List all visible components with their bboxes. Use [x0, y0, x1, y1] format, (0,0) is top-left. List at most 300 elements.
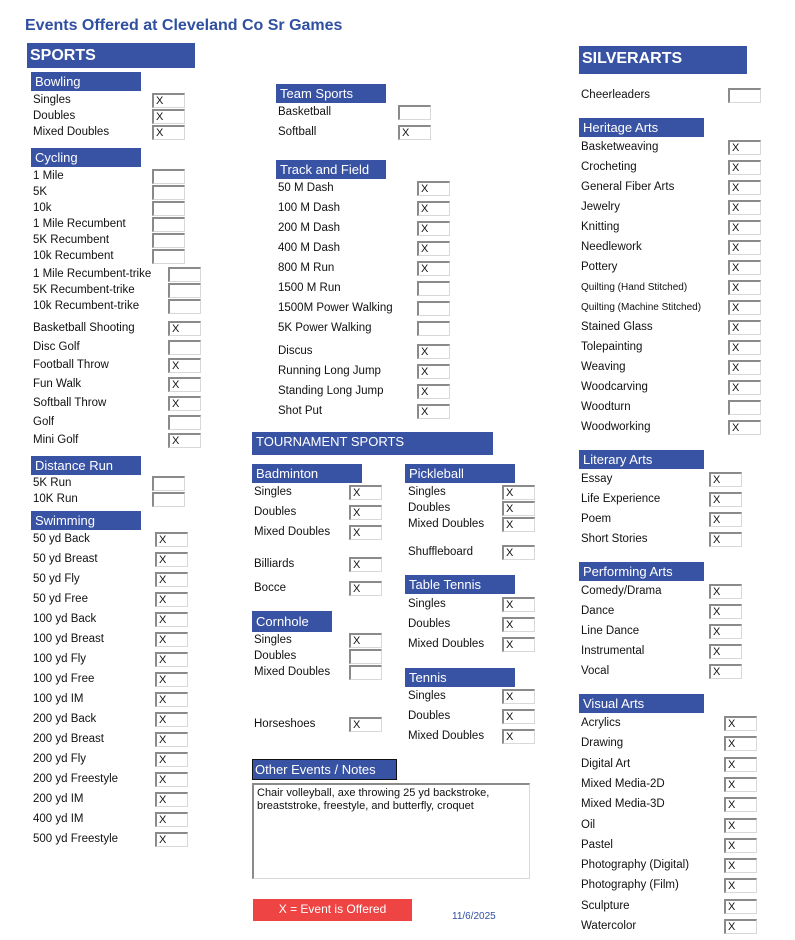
event-row-mixed-doubles — [254, 665, 385, 683]
event-row-line-dance — [581, 624, 745, 642]
event-label: Life Experience — [581, 493, 661, 505]
event-label: Jewelry — [581, 201, 620, 213]
track-field-header: Track and Field — [276, 160, 386, 179]
event-row-disc-golf — [33, 340, 204, 358]
event-label: Comedy/Drama — [581, 585, 662, 597]
offered-checkbox[interactable]: X — [155, 552, 188, 567]
event-label: Crocheting — [581, 161, 637, 173]
event-label: Mixed Doubles — [408, 518, 485, 530]
offered-checkbox[interactable]: X — [502, 485, 535, 500]
offered-checkbox[interactable]: X — [724, 838, 757, 853]
event-label: Singles — [254, 634, 292, 646]
event-label: Drawing — [581, 737, 624, 750]
offered-checkbox[interactable]: X — [349, 505, 382, 520]
table-tennis-header: Table Tennis — [405, 575, 515, 594]
offered-checkbox[interactable]: X — [155, 792, 188, 807]
event-label: 1 Mile Recumbent-trike — [33, 268, 152, 280]
event-row-general-fiber-arts — [581, 180, 764, 198]
event-row-poem — [581, 512, 745, 530]
bowling-header: Bowling — [31, 72, 141, 91]
offered-checkbox[interactable]: X — [728, 260, 761, 275]
event-row-essay — [581, 472, 745, 490]
event-label: 1 Mile — [33, 170, 64, 182]
event-row-instrumental — [581, 644, 745, 662]
event-label: 100 yd Breast — [33, 633, 104, 645]
event-row-50-yd-fly — [33, 572, 191, 590]
event-row-digital-art — [581, 757, 760, 775]
event-label: Basketweaving — [581, 141, 659, 153]
event-row-50-yd-breast — [33, 552, 191, 570]
event-row-100-yd-breast — [33, 632, 191, 650]
offered-checkbox[interactable]: X — [155, 592, 188, 607]
offered-checkbox[interactable]: X — [724, 736, 757, 751]
event-label: Cheerleaders — [581, 89, 651, 101]
event-row-10k-recumbent-trike — [33, 299, 204, 317]
event-row-basketball — [278, 105, 434, 123]
event-label: Poem — [581, 513, 612, 525]
event-label: Singles — [408, 598, 446, 610]
event-label: Acrylics — [581, 717, 621, 729]
offered-checkbox[interactable]: X — [728, 160, 761, 175]
offered-checkbox[interactable]: X — [349, 485, 382, 500]
event-row-mixed-media-3d — [581, 797, 760, 815]
offered-checkbox[interactable]: X — [502, 709, 535, 724]
offered-checkbox[interactable] — [152, 217, 185, 232]
offered-checkbox[interactable]: X — [155, 672, 188, 687]
offered-checkbox[interactable]: X — [728, 340, 761, 355]
offered-checkbox[interactable] — [398, 105, 431, 120]
event-label: 10k Recumbent — [33, 250, 114, 262]
event-row-acrylics — [581, 716, 760, 734]
event-label: Mixed Doubles — [408, 730, 485, 742]
offered-checkbox[interactable]: X — [728, 180, 761, 195]
badminton-header: Badminton — [252, 464, 362, 483]
event-row-woodturn — [581, 400, 764, 418]
event-row-doubles — [408, 617, 538, 635]
event-label: Mixed Doubles — [408, 638, 485, 650]
event-label: Digital Art — [581, 757, 631, 770]
event-label: 400 yd IM — [33, 813, 84, 825]
offered-checkbox[interactable]: X — [502, 617, 535, 632]
event-row-mixed-media-2d — [581, 777, 760, 795]
event-row-400-m-dash — [278, 241, 453, 259]
offered-checkbox[interactable] — [728, 400, 761, 415]
event-label: 100 yd Fly — [33, 653, 87, 665]
offered-checkbox[interactable]: X — [724, 716, 757, 731]
event-label: 10k Recumbent-trike — [33, 300, 140, 312]
tournament-sports-header: TOURNAMENT SPORTS — [252, 432, 493, 455]
event-label: Vocal — [581, 665, 610, 677]
offered-checkbox[interactable] — [152, 476, 185, 491]
offered-checkbox[interactable] — [168, 267, 201, 282]
event-label: Photography (Digital) — [581, 859, 690, 872]
event-row-200-yd-im — [33, 792, 191, 810]
event-row-tolepainting — [581, 340, 764, 358]
other-events-header: Other Events / Notes — [252, 759, 397, 780]
event-label: 200 yd Back — [33, 713, 97, 725]
event-row-shuffleboard — [408, 545, 538, 563]
event-row-mini-golf — [33, 433, 204, 451]
event-row-5k-power-walking — [278, 321, 453, 339]
event-label: Photography (Film) — [581, 879, 679, 892]
offered-checkbox[interactable] — [417, 321, 450, 336]
event-label: Running Long Jump — [278, 365, 381, 377]
event-label: 10K Run — [33, 493, 78, 505]
event-label: Standing Long Jump — [278, 385, 384, 397]
event-row-mixed-doubles — [408, 729, 538, 747]
offered-checkbox[interactable]: X — [168, 321, 201, 336]
event-row-football-throw — [33, 358, 204, 376]
event-row-10k-run — [33, 492, 188, 510]
offered-checkbox[interactable]: X — [728, 420, 761, 435]
pickleball-header: Pickleball — [405, 464, 515, 483]
event-row-sculpture — [581, 899, 760, 917]
silverarts-header: SILVERARTS — [579, 46, 747, 74]
offered-checkbox[interactable] — [152, 185, 185, 200]
offered-checkbox[interactable] — [168, 340, 201, 355]
event-label: 50 yd Fly — [33, 573, 80, 585]
event-row-500-yd-freestyle — [33, 832, 191, 850]
offered-checkbox[interactable]: X — [349, 557, 382, 572]
event-label: 50 yd Breast — [33, 553, 98, 565]
event-row-200-yd-breast — [33, 732, 191, 750]
event-label: Softball — [278, 126, 317, 138]
offered-checkbox[interactable]: X — [155, 692, 188, 707]
visual-arts-header: Visual Arts — [579, 694, 704, 713]
event-label: 10k — [33, 202, 52, 214]
offered-checkbox[interactable] — [152, 249, 185, 264]
offered-checkbox[interactable]: X — [502, 729, 535, 744]
event-label: Football Throw — [33, 359, 109, 372]
offered-checkbox[interactable]: X — [155, 572, 188, 587]
offered-checkbox[interactable]: X — [168, 377, 201, 392]
event-row-photography-digital — [581, 858, 760, 876]
event-label: 100 yd Free — [33, 673, 95, 685]
event-row-100-yd-free — [33, 672, 191, 690]
offered-checkbox[interactable]: X — [724, 858, 757, 873]
event-label: Basketball — [278, 106, 332, 118]
event-label: 100 M Dash — [278, 202, 341, 214]
event-label: Woodcarving — [581, 381, 648, 393]
team-sports-header: Team Sports — [276, 84, 386, 103]
offered-checkbox[interactable] — [152, 169, 185, 184]
event-label: 1500 M Run — [278, 282, 341, 294]
event-label: Watercolor — [581, 920, 637, 932]
offered-checkbox[interactable]: X — [502, 501, 535, 516]
event-row-pastel — [581, 838, 760, 856]
event-row-800-m-run — [278, 261, 453, 279]
offered-checkbox[interactable]: X — [728, 320, 761, 335]
offered-checkbox[interactable] — [168, 283, 201, 298]
event-label: Essay — [581, 473, 613, 485]
offered-checkbox[interactable]: X — [709, 584, 742, 599]
offered-checkbox[interactable]: X — [155, 612, 188, 627]
offered-checkbox[interactable]: X — [728, 220, 761, 235]
event-row-200-m-dash — [278, 221, 453, 239]
event-row-horseshoes — [254, 717, 385, 735]
event-label: Sculpture — [581, 899, 630, 912]
event-label: Shuffleboard — [408, 546, 474, 558]
event-row-dance — [581, 604, 745, 622]
offered-checkbox[interactable]: X — [728, 240, 761, 255]
event-row-photography-film — [581, 878, 760, 896]
event-row-cheerleaders — [581, 88, 764, 106]
offered-checkbox[interactable] — [417, 281, 450, 296]
offered-checkbox[interactable]: X — [168, 433, 201, 448]
offered-checkbox[interactable] — [152, 201, 185, 216]
event-label: 400 M Dash — [278, 242, 341, 254]
offered-checkbox[interactable]: X — [724, 757, 757, 772]
event-label: 50 yd Free — [33, 593, 88, 605]
event-label: Tolepainting — [581, 341, 643, 353]
event-row-watercolor — [581, 919, 760, 937]
event-label: 200 yd Freestyle — [33, 773, 119, 785]
event-row-oil — [581, 818, 760, 836]
event-row-200-yd-freestyle — [33, 772, 191, 790]
offered-checkbox[interactable]: X — [417, 221, 450, 236]
event-row-10k-recumbent — [33, 249, 188, 267]
offered-checkbox[interactable] — [728, 88, 761, 103]
offered-checkbox[interactable]: X — [709, 492, 742, 507]
event-label: 200 yd IM — [33, 793, 84, 805]
event-label: Pastel — [581, 838, 613, 851]
event-label: Doubles — [408, 502, 451, 514]
cornhole-header: Cornhole — [252, 611, 332, 632]
event-label: Disc Golf — [33, 340, 80, 353]
event-label: Singles — [33, 94, 71, 106]
offered-checkbox[interactable]: X — [155, 752, 188, 767]
offered-checkbox[interactable] — [152, 233, 185, 248]
offered-checkbox[interactable]: X — [709, 532, 742, 547]
event-label: General Fiber Arts — [581, 181, 675, 193]
offered-checkbox[interactable] — [168, 415, 201, 430]
event-row-vocal — [581, 664, 745, 682]
event-row-200-yd-fly — [33, 752, 191, 770]
offered-checkbox[interactable]: X — [152, 125, 185, 140]
literary-arts-header: Literary Arts — [579, 450, 704, 469]
cycling-header: Cycling — [31, 148, 141, 167]
event-row-100-m-dash — [278, 201, 453, 219]
event-label: 200 yd Breast — [33, 733, 104, 745]
event-row-knitting — [581, 220, 764, 238]
event-row-1500-m-run — [278, 281, 453, 299]
offered-checkbox[interactable]: X — [349, 525, 382, 540]
event-label: Stained Glass — [581, 321, 653, 333]
event-label: 200 yd Fly — [33, 753, 87, 765]
event-label: 1 Mile Recumbent — [33, 218, 126, 230]
event-label: 100 yd IM — [33, 693, 84, 705]
offered-checkbox[interactable]: X — [709, 604, 742, 619]
offered-checkbox[interactable]: X — [417, 384, 450, 399]
offered-checkbox[interactable]: X — [155, 712, 188, 727]
offered-checkbox[interactable]: X — [724, 797, 757, 812]
event-label: Instrumental — [581, 645, 645, 657]
offered-checkbox[interactable] — [152, 492, 185, 507]
offered-checkbox[interactable]: X — [724, 899, 757, 914]
offered-checkbox[interactable]: X — [728, 140, 761, 155]
offered-checkbox[interactable]: X — [502, 597, 535, 612]
event-row-50-yd-free — [33, 592, 191, 610]
event-row-basketweaving — [581, 140, 764, 158]
event-label: Doubles — [33, 110, 76, 122]
other-events-notes[interactable]: Chair volleyball, axe throwing 25 yd backstroke, breaststroke, freestyle, and butterfly, croquet — [252, 783, 530, 879]
offered-checkbox[interactable]: X — [724, 777, 757, 792]
event-label: Doubles — [408, 618, 451, 630]
event-row-softball — [278, 125, 434, 143]
event-label: Mixed Doubles — [254, 526, 331, 538]
event-row-fun-walk — [33, 377, 204, 395]
event-row-mixed-doubles — [33, 125, 188, 143]
event-row-100-yd-fly — [33, 652, 191, 670]
event-label: Short Stories — [581, 533, 648, 545]
event-label: Dance — [581, 605, 615, 617]
event-label: 5K Run — [33, 477, 72, 489]
event-row-50-yd-back — [33, 532, 191, 550]
offered-checkbox[interactable]: X — [709, 644, 742, 659]
event-row-mixed-doubles — [254, 525, 385, 543]
event-label: 50 yd Back — [33, 533, 90, 545]
offered-checkbox[interactable]: X — [155, 632, 188, 647]
offered-checkbox[interactable] — [349, 649, 382, 664]
event-label: Shot Put — [278, 405, 323, 417]
event-label: Mixed Media-3D — [581, 798, 665, 811]
event-row-short-stories — [581, 532, 745, 550]
event-row-singles — [254, 485, 385, 503]
event-label: Line Dance — [581, 625, 640, 637]
event-label: 5K Recumbent-trike — [33, 284, 135, 296]
offered-checkbox[interactable]: X — [502, 637, 535, 652]
event-label: Bocce — [254, 582, 286, 594]
event-row-doubles — [408, 709, 538, 727]
event-row-life-experience — [581, 492, 745, 510]
event-label: Doubles — [254, 506, 297, 518]
event-row-singles — [408, 689, 538, 707]
event-label: Quilting (Hand Stitched) — [581, 282, 688, 293]
event-row-stained-glass — [581, 320, 764, 338]
event-label: Pottery — [581, 261, 618, 273]
event-label: Needlework — [581, 241, 642, 253]
event-row-crocheting — [581, 160, 764, 178]
heritage-arts-header: Heritage Arts — [579, 118, 704, 137]
event-label: Weaving — [581, 361, 626, 373]
offered-checkbox[interactable]: X — [728, 360, 761, 375]
offered-checkbox[interactable]: X — [502, 545, 535, 560]
event-row-softball-throw — [33, 396, 204, 414]
offered-checkbox[interactable]: X — [155, 732, 188, 747]
date-stamp: 11/6/2025 — [452, 911, 496, 922]
offered-checkbox[interactable]: X — [349, 717, 382, 732]
offered-checkbox[interactable]: X — [724, 878, 757, 893]
event-row-discus — [278, 344, 453, 362]
offered-checkbox[interactable]: X — [724, 818, 757, 833]
event-row-jewelry — [581, 200, 764, 218]
offered-checkbox[interactable]: X — [728, 380, 761, 395]
event-label: Softball Throw — [33, 396, 107, 409]
offered-checkbox[interactable]: X — [168, 358, 201, 373]
event-label: Basketball Shooting — [33, 322, 135, 334]
offered-checkbox[interactable]: X — [728, 200, 761, 215]
event-row-bocce — [254, 581, 385, 599]
offered-checkbox[interactable]: X — [349, 633, 382, 648]
offered-checkbox[interactable]: X — [155, 832, 188, 847]
event-row-1500m-power-walking — [278, 301, 453, 319]
offered-checkbox[interactable]: X — [728, 280, 761, 295]
offered-checkbox[interactable]: X — [502, 517, 535, 532]
offered-checkbox[interactable] — [417, 301, 450, 316]
event-row-comedy-drama — [581, 584, 745, 602]
event-label: Fun Walk — [33, 378, 82, 391]
offered-checkbox[interactable]: X — [502, 689, 535, 704]
event-row-golf — [33, 415, 204, 433]
event-label: Billiards — [254, 558, 295, 570]
performing-arts-header: Performing Arts — [579, 562, 704, 581]
offered-checkbox[interactable]: X — [398, 125, 431, 140]
offered-checkbox[interactable]: X — [155, 652, 188, 667]
event-label: 800 M Run — [278, 262, 335, 274]
event-row-mixed-doubles — [408, 637, 538, 655]
offered-checkbox[interactable] — [168, 299, 201, 314]
offered-checkbox[interactable]: X — [152, 109, 185, 124]
legend-badge: X = Event is Offered — [253, 899, 412, 921]
offered-checkbox[interactable]: X — [417, 344, 450, 359]
event-label: 1500M Power Walking — [278, 302, 393, 314]
event-row-weaving — [581, 360, 764, 378]
event-row-100-yd-back — [33, 612, 191, 630]
offered-checkbox[interactable]: X — [417, 404, 450, 419]
sports-header: SPORTS — [27, 43, 195, 68]
offered-checkbox[interactable]: X — [417, 241, 450, 256]
offered-checkbox[interactable]: X — [709, 664, 742, 679]
offered-checkbox[interactable]: X — [724, 919, 757, 934]
offered-checkbox[interactable]: X — [709, 472, 742, 487]
offered-checkbox[interactable]: X — [155, 772, 188, 787]
swimming-header: Swimming — [31, 511, 141, 530]
offered-checkbox[interactable]: X — [155, 812, 188, 827]
event-row-singles — [408, 597, 538, 615]
offered-checkbox[interactable]: X — [152, 93, 185, 108]
event-row-running-long-jump — [278, 364, 453, 382]
offered-checkbox[interactable]: X — [417, 261, 450, 276]
offered-checkbox[interactable]: X — [349, 581, 382, 596]
offered-checkbox[interactable]: X — [709, 512, 742, 527]
event-label: Oil — [581, 818, 596, 831]
event-row-billiards — [254, 557, 385, 575]
event-label: Mixed Doubles — [33, 126, 110, 138]
event-row-drawing — [581, 736, 760, 754]
offered-checkbox[interactable]: X — [168, 396, 201, 411]
event-label: 5K — [33, 186, 48, 198]
distance-run-header: Distance Run — [31, 456, 141, 475]
event-label: Discus — [278, 345, 313, 357]
offered-checkbox[interactable]: X — [417, 364, 450, 379]
event-row-woodworking — [581, 420, 764, 438]
event-row-basketball-shooting — [33, 321, 204, 339]
offered-checkbox[interactable]: X — [155, 532, 188, 547]
event-row-standing-long-jump — [278, 384, 453, 402]
event-row-50-m-dash — [278, 181, 453, 199]
event-label: 500 yd Freestyle — [33, 833, 119, 845]
event-label: Doubles — [254, 650, 297, 662]
offered-checkbox[interactable] — [349, 665, 382, 680]
offered-checkbox[interactable]: X — [728, 300, 761, 315]
event-label: Mixed Doubles — [254, 666, 331, 678]
offered-checkbox[interactable]: X — [417, 201, 450, 216]
offered-checkbox[interactable]: X — [417, 181, 450, 196]
offered-checkbox[interactable]: X — [709, 624, 742, 639]
event-row-woodcarving — [581, 380, 764, 398]
event-row-pottery — [581, 260, 764, 278]
event-row-shot-put — [278, 404, 453, 422]
